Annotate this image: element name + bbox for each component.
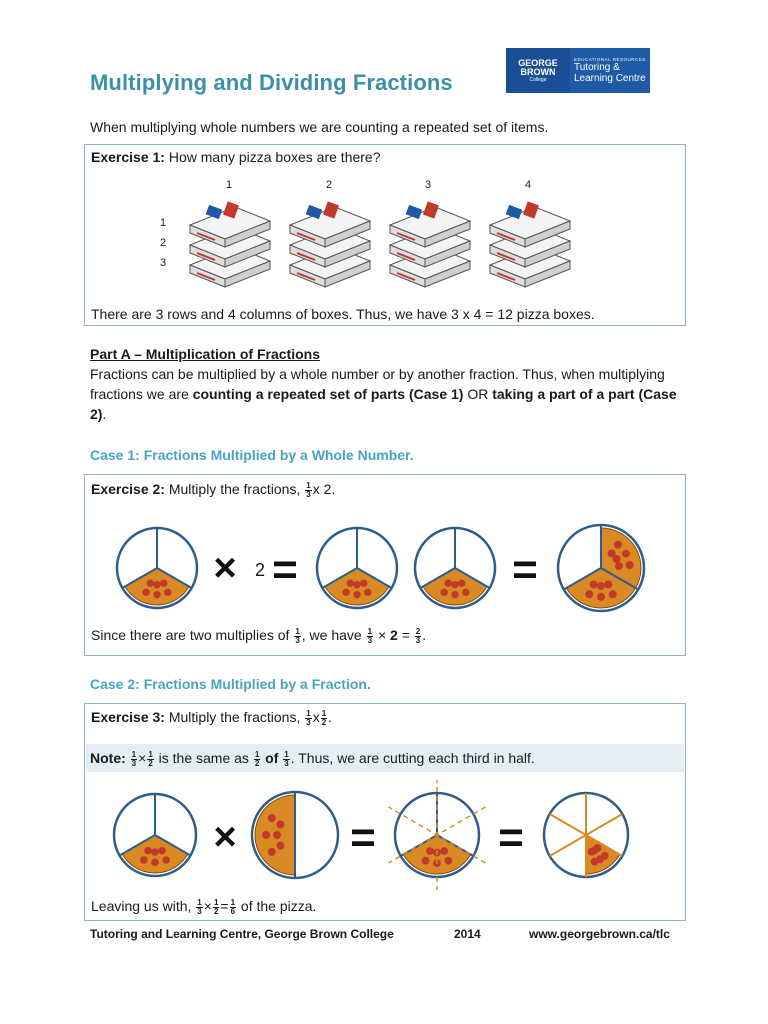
numerator: 1 (148, 749, 153, 759)
exercise1-conclusion: There are 3 rows and 4 columns of boxes. Thus, we have 3 x 4 = 12 pizza boxes. (91, 306, 595, 322)
exercise2-prompt (91, 479, 335, 499)
fraction-one-third (131, 751, 137, 768)
sixths-pie (544, 793, 628, 877)
pizza-box-stacks (185, 195, 585, 295)
multiply-symbol: × (213, 546, 237, 590)
times-x: x (312, 709, 320, 725)
numerator: 1 (131, 749, 137, 759)
partA-heading: Part A – Multiplication of Fractions (90, 346, 320, 362)
logo-line3: College (529, 76, 547, 83)
logo-line1: GEORGE (518, 57, 558, 68)
numerator: 1 (197, 897, 202, 907)
numerator: 2 (415, 626, 421, 636)
numerator: 1 (213, 897, 219, 907)
pepperoni (622, 550, 630, 558)
denominator: 2 (148, 758, 153, 768)
logo-main1: Tutoring & (574, 62, 620, 73)
pepperoni (590, 580, 598, 588)
denominator: 3 (415, 635, 421, 645)
since-text: Since there are two multiplies of (91, 627, 290, 643)
pepperoni (440, 589, 447, 596)
numerator: 1 (295, 626, 300, 636)
pie (415, 528, 495, 608)
note-of: of (265, 750, 279, 766)
pepperoni (353, 581, 360, 588)
exercise1-label: Exercise 1: (91, 149, 165, 165)
denominator: 3 (284, 758, 289, 768)
pizza-box-stack (290, 201, 370, 287)
multiplier-two: 2 (255, 560, 266, 580)
denominator: 3 (367, 635, 373, 645)
partA-bold1: counting a repeated set of parts (Case 1) (192, 386, 464, 402)
logo-line2: BROWN (520, 66, 556, 77)
pepperoni (364, 589, 371, 596)
pepperoni (151, 859, 159, 867)
pepperoni (462, 589, 469, 596)
note-same-text: is the same as (158, 750, 249, 766)
pizza-box-stack (190, 201, 270, 287)
fraction-one-half (147, 751, 153, 768)
case1-heading: Case 1: Fractions Multiplied by a Whole Number. (90, 447, 414, 463)
intro-text: When multiplying whole numbers we are counting a repeated set of items. (90, 119, 549, 135)
pepperoni (597, 582, 605, 590)
exercise3-conclusion (91, 896, 316, 916)
fraction-one-third (294, 628, 300, 645)
period: . (328, 709, 333, 725)
fraction-one-half (321, 710, 327, 727)
period: . (331, 481, 336, 497)
denominator: 3 (197, 906, 202, 916)
times-symbol: × (377, 627, 387, 643)
whole-two: 2 (390, 627, 398, 643)
exercise3-box (84, 703, 686, 921)
logo-main2: Learning Centre (574, 73, 646, 84)
pepperoni (273, 831, 281, 839)
denominator: 2 (321, 717, 327, 727)
pepperoni (360, 580, 367, 587)
pepperoni (440, 847, 448, 855)
pepperoni (588, 848, 596, 856)
numerator: 1 (306, 708, 311, 718)
pepperoni (140, 856, 148, 864)
pepperoni (268, 814, 276, 822)
pepperoni (151, 848, 159, 856)
col-label-2: 2 (326, 179, 333, 191)
denominator: 3 (131, 758, 137, 768)
equals-symbol: = (401, 627, 410, 643)
pepperoni (604, 580, 612, 588)
pepperoni (147, 580, 154, 587)
pepperoni (626, 561, 634, 569)
exercise1-question: How many pizza boxes are there? (168, 149, 381, 165)
pizza-box-stack (490, 201, 570, 287)
fraction-one-third (283, 751, 289, 768)
fraction-one-third (305, 482, 311, 499)
exercise1-prompt (91, 147, 381, 167)
pepperoni (426, 847, 434, 855)
denominator: 3 (295, 635, 300, 645)
logo-small-text: EDUCATIONAL RESOURCES (574, 57, 646, 62)
pie (389, 780, 486, 890)
pie (117, 528, 197, 608)
pepperoni (342, 589, 349, 596)
exercise2-conclusion (91, 625, 426, 645)
pepperoni (458, 580, 465, 587)
denominator: 2 (213, 906, 219, 916)
pepperoni (153, 581, 160, 588)
pepperoni (445, 857, 453, 865)
fraction-one-third (367, 628, 373, 645)
col-label-3: 3 (425, 179, 432, 191)
fraction-one-third (305, 710, 311, 727)
pie (558, 525, 644, 611)
times-symbol: × (203, 898, 212, 914)
leaving-text: Leaving us with, (91, 898, 192, 914)
pepperoni (609, 590, 617, 598)
page-title: Multiplying and Dividing Fractions (90, 70, 453, 95)
period: . (422, 627, 427, 643)
equals-symbol: = (512, 545, 538, 594)
pepperoni (613, 555, 621, 563)
fraction-one-half (254, 751, 260, 768)
pepperoni (262, 831, 270, 839)
exercise3-prompt (91, 707, 332, 727)
partA-text3: . (102, 406, 107, 422)
case2-heading: Case 2: Fractions Multiplied by a Fraction. (90, 676, 371, 692)
partA-text2: OR (463, 386, 493, 402)
note-bar (86, 744, 684, 772)
fraction-one-half (213, 899, 219, 916)
partA-text (90, 364, 680, 424)
times-two: x 2 (312, 481, 332, 497)
partA-text1: Fractions can be multiplied by a whole number or by another fraction. Thus, when multiplying fractions we are (90, 366, 665, 402)
col-label-1: 1 (226, 179, 233, 191)
pepperoni (347, 580, 354, 587)
case1-pizza-diagram (85, 520, 685, 615)
case2-pizza-diagram (85, 780, 685, 890)
numerator: 1 (321, 708, 327, 718)
equals-symbol: = (498, 813, 524, 862)
pepperoni (353, 591, 360, 598)
denominator: 6 (230, 906, 236, 916)
pepperoni (144, 847, 152, 855)
fraction-two-thirds (415, 628, 421, 645)
footer-url[interactable]: www.georgebrown.ca/tlc (529, 927, 670, 941)
exercise2-box (84, 474, 686, 656)
row-label-3: 3 (160, 257, 167, 269)
exercise1-box (84, 144, 686, 326)
col-label-4: 4 (525, 179, 532, 191)
pepperoni (276, 842, 284, 850)
half-pie (252, 792, 338, 878)
denominator: 3 (306, 717, 311, 727)
pizza-box-stack (390, 201, 470, 287)
pepperoni (597, 593, 605, 601)
pepperoni (451, 581, 458, 588)
numerator: 1 (284, 749, 289, 759)
numerator: 1 (306, 480, 311, 490)
numerator: 1 (367, 626, 373, 636)
note-rest-text: . Thus, we are cutting each third in half. (290, 750, 535, 766)
pepperoni (591, 858, 599, 866)
pepperoni (615, 562, 623, 570)
pepperoni (585, 590, 593, 598)
numerator: 1 (230, 897, 236, 907)
pepperoni (162, 856, 170, 864)
pepperoni (276, 820, 284, 828)
exercise3-question: Multiply the fractions, (168, 709, 301, 725)
fraction-one-third (196, 899, 202, 916)
multiply-symbol: × (213, 815, 237, 859)
times-symbol: × (138, 750, 147, 766)
equals-symbol: = (220, 898, 229, 914)
equals-symbol: = (350, 813, 376, 862)
pepperoni (614, 541, 622, 549)
george-brown-logo (506, 48, 650, 93)
pepperoni (164, 589, 171, 596)
pepperoni (158, 847, 166, 855)
pepperoni (160, 580, 167, 587)
of-pizza-text: of the pizza. (240, 898, 317, 914)
row-label-1: 1 (160, 217, 167, 229)
denominator: 2 (254, 758, 260, 768)
row-label-2: 2 (160, 237, 167, 249)
equals-symbol: = (272, 545, 298, 594)
denominator: 3 (306, 489, 311, 499)
pepperoni (451, 591, 458, 598)
pepperoni (422, 857, 430, 865)
pie (317, 528, 397, 608)
exercise2-label: Exercise 2: (91, 481, 165, 497)
pepperoni (445, 580, 452, 587)
pepperoni (268, 848, 276, 856)
partA-bold2: taking a part of a part (Case 2) (90, 386, 677, 422)
pie (114, 794, 196, 876)
pepperoni (153, 591, 160, 598)
exercise2-question: Multiply the fractions, (168, 481, 301, 497)
numerator: 1 (254, 749, 260, 759)
exercise3-label: Exercise 3: (91, 709, 165, 725)
pepperoni (142, 589, 149, 596)
footer-year: 2014 (454, 927, 481, 941)
note-label: Note: (90, 750, 126, 766)
logo-wordmark (506, 48, 570, 93)
fraction-one-sixth (230, 899, 236, 916)
footer-left: Tutoring and Learning Centre, George Brown College (90, 927, 394, 941)
we-have-text: , we have (301, 627, 362, 643)
